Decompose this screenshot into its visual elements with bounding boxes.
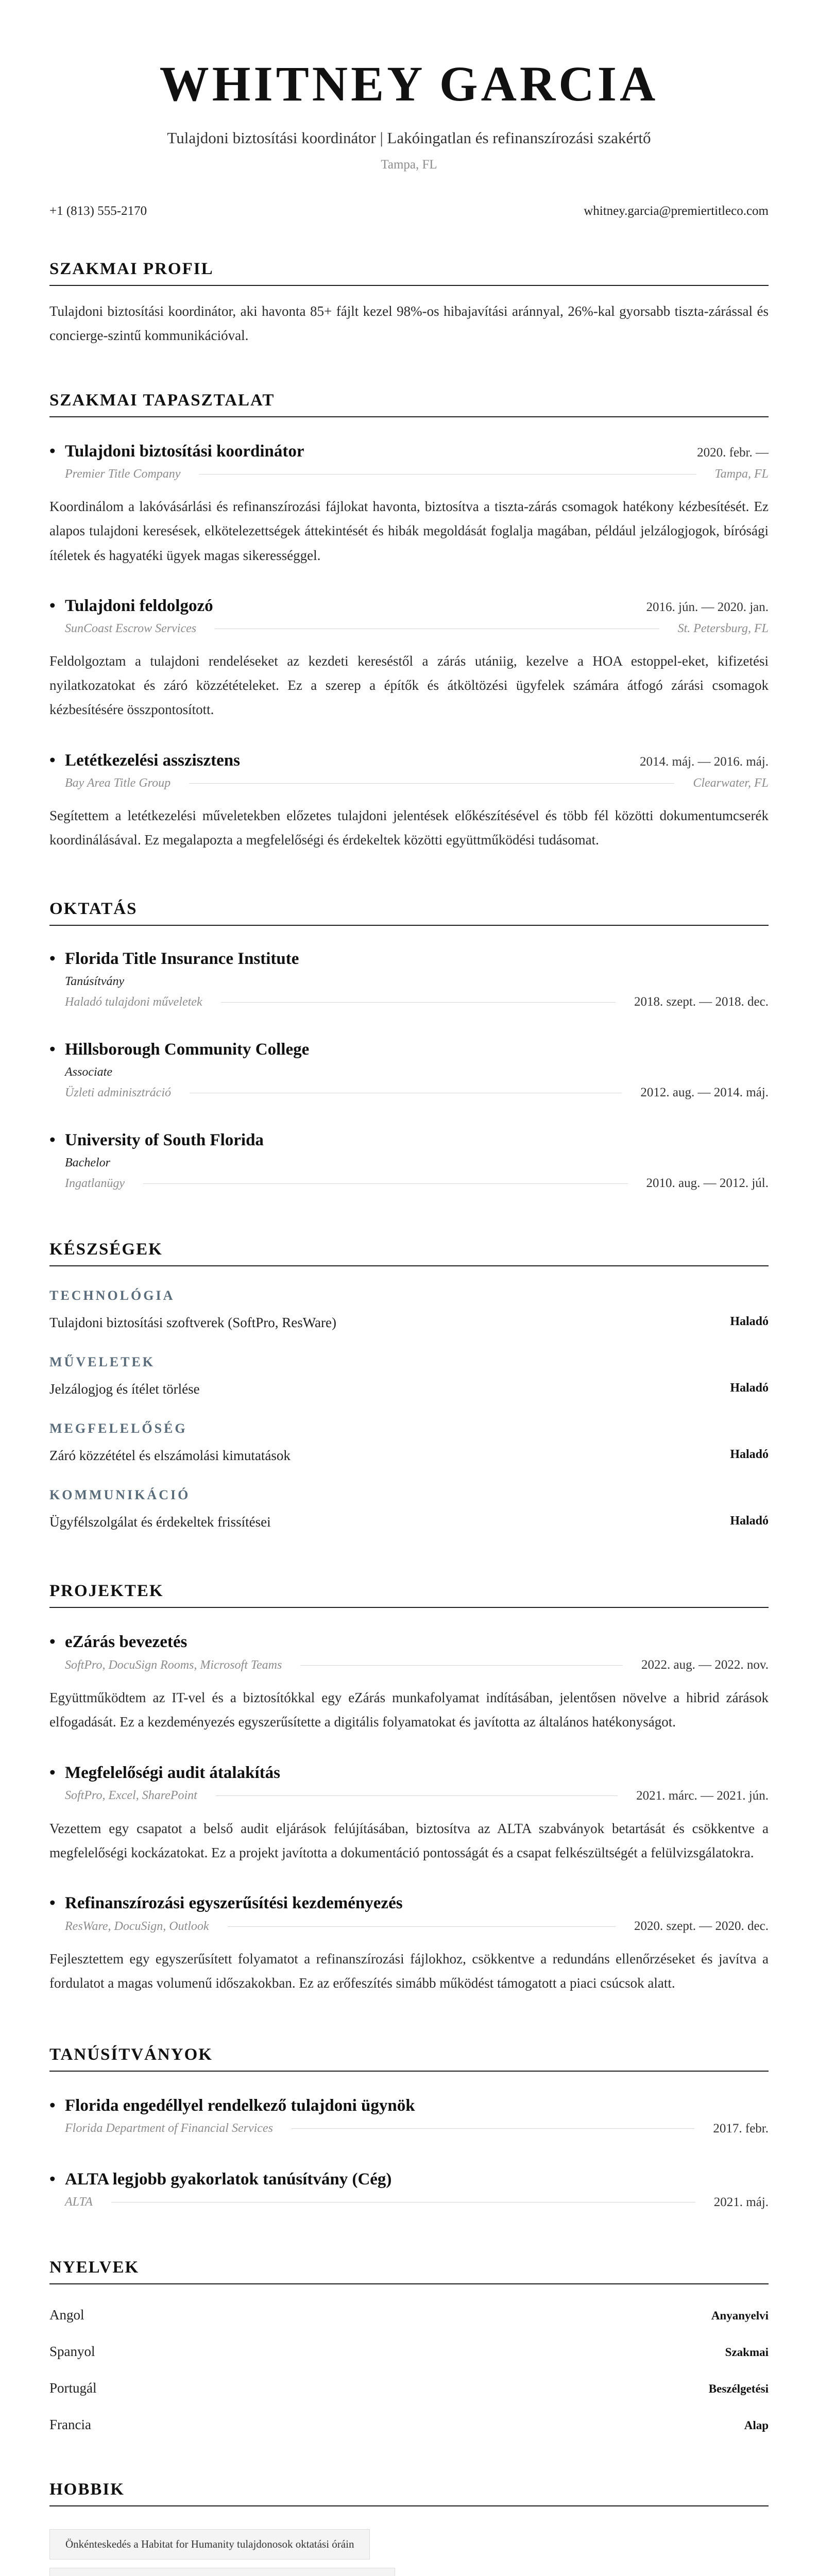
divider-line	[221, 1002, 616, 1003]
hobby-list	[49, 2529, 769, 2576]
skill-level: Haladó	[730, 1315, 769, 1329]
section-title: SZAKMAI PROFIL	[49, 260, 769, 286]
phone-number[interactable]: +1 (813) 555-2170	[49, 204, 147, 218]
field-of-study: Ingatlanügy	[65, 1176, 125, 1190]
school-name: • Florida Title Insurance Institute	[49, 950, 299, 969]
skill-level: Haladó	[730, 1448, 769, 1462]
hobbies-section	[49, 2480, 769, 2576]
language-level: Alap	[744, 2418, 769, 2432]
certification-entry	[49, 2096, 769, 2136]
email-address[interactable]: whitney.garcia@premiertitleco.com	[584, 204, 769, 218]
project-date: 2021. márc. — 2021. jún.	[636, 1788, 769, 1803]
divider-line	[143, 1183, 628, 1184]
skill-group-title: TECHNOLÓGIA	[49, 1288, 175, 1303]
certification-issuer: ALTA	[65, 2195, 93, 2209]
candidate-tagline: Tulajdoni biztosítási koordinátor | Lakóingatlan és refinanszírozási szakértő	[167, 128, 651, 147]
project-name: • Megfelelőségi audit átalakítás	[49, 1764, 280, 1783]
hobby-tag: Önkénteskedés a Habitat for Humanity tulajdonosok oktatási óráin	[49, 2529, 370, 2560]
school-name: • University of South Florida	[49, 1131, 264, 1150]
project-description: Együttműködtem az IT-vel és a biztosítókkal egy eZárás munkafolyamat indításában, jelentősen növelve a hibrid zárások elfogadását. Ez a kezdeményezés egyszerűsítette a digitális folyamatokat és javította az általános hatékonyságot.	[49, 1690, 769, 1730]
certification-date: 2021. máj.	[713, 2195, 769, 2209]
skill-group	[49, 1354, 769, 1397]
education-entry	[49, 950, 769, 1009]
skill-level: Haladó	[730, 1514, 769, 1528]
experience-entry	[49, 597, 769, 722]
project-entry	[49, 1633, 769, 1735]
hobby-tag	[49, 2568, 395, 2576]
candidate-location: Tampa, FL	[381, 157, 437, 172]
language-row	[49, 2344, 769, 2360]
profile-text: Tulajdoni biztosítási koordinátor, aki havonta 85+ fájlt kezel 98%-os hibajavítási aránnyal, 26%-kal gyorsabb tiszta-zárással és concierge-szintű kommunikációval.	[49, 303, 769, 343]
degree-type: Tanúsítvány	[65, 975, 125, 989]
languages-section	[49, 2258, 769, 2433]
divider-line	[189, 783, 674, 784]
language-level: Beszélgetési	[708, 2382, 769, 2395]
job-date: 2016. jún. — 2020. jan.	[646, 600, 769, 614]
certification-entry	[49, 2170, 769, 2210]
skill-group	[49, 1288, 769, 1331]
section-title: NYELVEK	[49, 2258, 769, 2284]
divider-line	[300, 1665, 623, 1666]
language-row	[49, 2380, 769, 2396]
section-title: SZAKMAI TAPASZTALAT	[49, 391, 769, 417]
project-tools: SoftPro, DocuSign Rooms, Microsoft Teams	[65, 1658, 282, 1672]
skill-name: Jelzálogjog és ítélet törlése	[49, 1381, 200, 1397]
skills-section	[49, 1240, 769, 1530]
skill-group-title: MŰVELETEK	[49, 1354, 156, 1370]
project-tools: SoftPro, Excel, SharePoint	[65, 1789, 197, 1803]
project-date: 2022. aug. — 2022. nov.	[641, 1658, 769, 1672]
company-name: Premier Title Company	[65, 467, 181, 481]
divider-line	[216, 1795, 618, 1796]
resume-header	[49, 0, 769, 172]
education-date: 2012. aug. — 2014. máj.	[640, 1086, 769, 1100]
profile-section	[49, 260, 769, 348]
skill-group-title: MEGFELELŐSÉG	[49, 1421, 188, 1436]
section-title: OKTATÁS	[49, 900, 769, 926]
project-name: • eZárás bevezetés	[49, 1633, 187, 1652]
section-title: KÉSZSÉGEK	[49, 1240, 769, 1266]
section-title: HOBBIK	[49, 2480, 769, 2506]
project-tools: ResWare, DocuSign, Outlook	[65, 1919, 209, 1933]
company-name: Bay Area Title Group	[65, 776, 171, 790]
certification-name: • ALTA legjobb gyakorlatok tanúsítvány (Cég)	[49, 2170, 391, 2189]
candidate-name: WHITNEY GARCIA	[159, 56, 659, 111]
language-name: Spanyol	[49, 2343, 95, 2359]
job-title: • Tulajdoni biztosítási koordinátor	[49, 442, 304, 461]
education-date: 2010. aug. — 2012. júl.	[646, 1176, 769, 1191]
field-of-study: Üzleti adminisztráció	[65, 1086, 172, 1099]
skill-name: Záró közzététel és elszámolási kimutatások	[49, 1448, 291, 1464]
certification-name: • Florida engedéllyel rendelkező tulajdoni ügynök	[49, 2096, 415, 2115]
skill-name: Ügyfélszolgálat és érdekeltek frissítései	[49, 1514, 271, 1530]
skill-group	[49, 1487, 769, 1530]
language-name: Angol	[49, 2307, 84, 2323]
degree-type: Associate	[65, 1065, 112, 1079]
project-entry	[49, 1764, 769, 1866]
job-description: Segítettem a letétkezelési műveletekben előzetes tulajdoni jelentések előkészítésével és több fél közötti dokumentumcserék koordinálásával. Ez megalapozta a megfelelőségi és érdekeltek közötti együttműködési tudásomat.	[49, 807, 769, 848]
language-level: Anyanyelvi	[711, 2309, 769, 2322]
degree-type: Bachelor	[65, 1156, 110, 1170]
skill-level: Haladó	[730, 1381, 769, 1395]
projects-section	[49, 1582, 769, 1996]
project-date: 2020. szept. — 2020. dec.	[634, 1919, 769, 1934]
field-of-study: Haladó tulajdoni műveletek	[65, 995, 202, 1009]
education-entry	[49, 1131, 769, 1191]
job-location: Clearwater, FL	[693, 776, 769, 790]
divider-line	[228, 1926, 616, 1927]
language-name: Francia	[49, 2416, 91, 2432]
skill-name: Tulajdoni biztosítási szoftverek (SoftPro, ResWare)	[49, 1315, 336, 1331]
school-name: • Hillsborough Community College	[49, 1040, 309, 1059]
experience-entry	[49, 442, 769, 568]
language-name: Portugál	[49, 2380, 97, 2396]
language-level: Szakmai	[725, 2345, 769, 2359]
certifications-section	[49, 2045, 769, 2210]
project-name: • Refinanszírozási egyszerűsítési kezdeményezés	[49, 1894, 403, 1913]
section-title: TANÚSÍTVÁNYOK	[49, 2045, 769, 2072]
section-title: PROJEKTEK	[49, 1582, 769, 1608]
project-description: Fejlesztettem egy egyszerűsített folyamatot a refinanszírozási fájlokhoz, csökkentve a redundáns ellenőrzéseket és javítva a fordulatot a magas volumenű időszakokban. Ez az erőfeszítés simább működést támogatott a piaci csúcsok alatt.	[49, 1951, 769, 1991]
company-name: SunCoast Escrow Services	[65, 621, 197, 635]
contact-row	[49, 204, 769, 218]
job-location: St. Petersburg, FL	[677, 621, 769, 635]
divider-line	[292, 2128, 694, 2129]
job-title: • Letétkezelési asszisztens	[49, 751, 240, 770]
education-date: 2018. szept. — 2018. dec.	[634, 995, 769, 1009]
language-row	[49, 2417, 769, 2433]
job-description: Koordinálom a lakóvásárlási és refinanszírozási fájlokat havonta, biztosítva a tiszta-zárás csomagok hatékony kézbesítését. Ez alapos tulajdoni keresések, elkötelezettségek áttekintését és hibák megoldását foglalja magában, például jelzálogjogok, bírósági ítéletek és hagyatéki ügyek magas sikerességgel.	[49, 499, 769, 563]
education-section	[49, 900, 769, 1191]
experience-entry	[49, 751, 769, 853]
job-date: 2014. máj. — 2016. máj.	[640, 754, 769, 769]
skill-group-title: KOMMUNIKÁCIÓ	[49, 1487, 191, 1503]
job-location: Tampa, FL	[714, 467, 769, 481]
skill-group	[49, 1421, 769, 1464]
language-row	[49, 2307, 769, 2323]
job-date: 2020. febr. —	[697, 446, 769, 460]
project-description: Vezettem egy csapatot a belső audit eljárások felújításában, biztosítva az ALTA szabványok betartását és csökkentve a megfelelőségi kockázatokat. Ez a projekt javította a dokumentáció pontosságát és a csapat felkészültségét a felülvizsgálatokra.	[49, 1820, 769, 1860]
education-entry	[49, 1040, 769, 1100]
certification-date: 2017. febr.	[713, 2121, 769, 2136]
certification-issuer: Florida Department of Financial Services	[65, 2122, 273, 2136]
experience-section	[49, 391, 769, 852]
job-description: Feldolgoztam a tulajdoni rendeléseket az kezdeti kereséstől a zárás utániig, kezelve a HOA estoppel-eket, kifizetési nyilatkozatokat és záró közzétételeket. Ez a szerep a építők és átköltözési ügyfelek számára átfogó zárási csomagok kézbesítésére összpontosított.	[49, 653, 769, 718]
language-list	[49, 2307, 769, 2433]
job-title: • Tulajdoni feldolgozó	[49, 597, 213, 616]
project-entry	[49, 1894, 769, 1996]
